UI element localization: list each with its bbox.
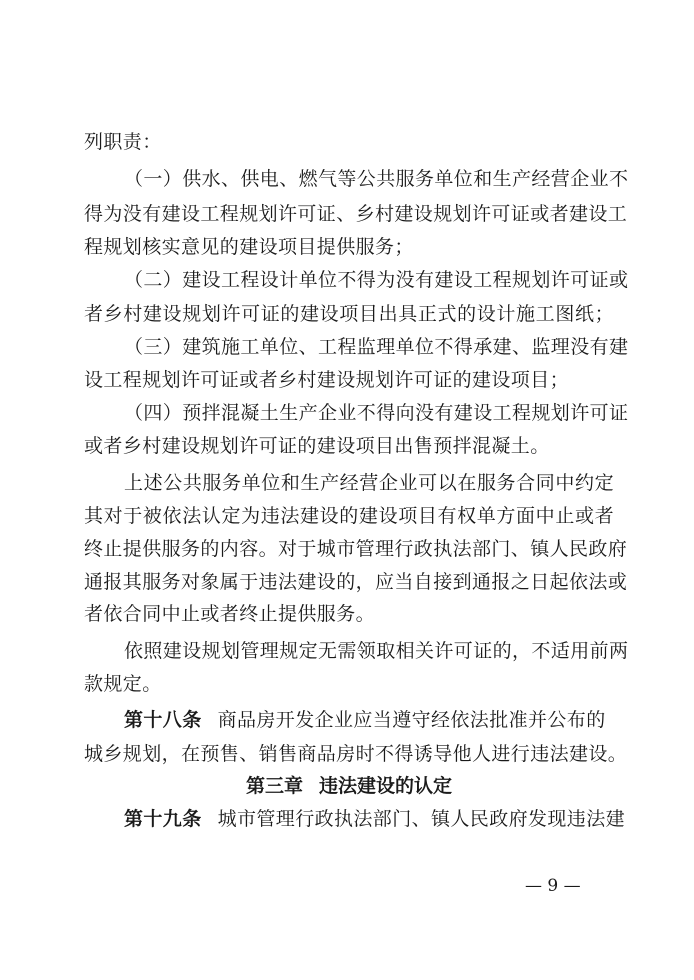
text-line: （四）预拌混凝土生产企业不得向没有建设工程规划许可证: [124, 402, 629, 424]
text-line: 商品房开发企业应当遵守经依法批准并公布的: [217, 709, 606, 731]
text-line: 其对于被依法认定为违法建设的建设项目有权单方面中止或者: [84, 505, 614, 527]
chapter-title: 违法建设的认定: [319, 775, 453, 797]
article-18-first-line: [124, 711, 614, 730]
text-line: 者依合同中止或者终止提供服务。: [84, 603, 376, 625]
article-18-label: 第十八条: [124, 709, 202, 731]
text-line: 者乡村建设规划许可证的建设项目出具正式的设计施工图纸；: [84, 303, 614, 325]
text-line: 终止提供服务的内容。对于城市管理行政执法部门、镇人民政府: [84, 538, 628, 560]
text-line: 通报其服务对象属于违法建设的，应当自接到通报之日起依法或: [84, 571, 628, 593]
article-19-label: 第十九条: [124, 808, 202, 830]
chapter-heading: [84, 777, 614, 796]
text-line: 城乡规划，在预售、销售商品房时不得诱导他人进行违法建设。: [84, 743, 628, 765]
text-line: （三）建筑施工单位、工程监理单位不得承建、监理没有建: [124, 336, 629, 358]
text-line: 列职责：: [84, 131, 162, 153]
article-19-first-line: [124, 808, 626, 830]
text-line: 城市管理行政执法部门、镇人民政府发现违法建: [217, 808, 626, 830]
page-number: — 9 —: [525, 876, 581, 896]
text-line: 上述公共服务单位和生产经营企业可以在服务合同中约定: [124, 472, 614, 494]
text-line: 得为没有建设工程规划许可证、乡村建设规划许可证或者建设工: [84, 203, 628, 225]
text-line: （二）建设工程设计单位不得为没有建设工程规划许可证或: [124, 269, 629, 291]
text-line: 依照建设规划管理规定无需领取相关许可证的，不适用前两: [124, 640, 629, 662]
text-line: （一）供水、供电、燃气等公共服务单位和生产经营企业不: [124, 168, 629, 190]
chapter-number: 第三章: [245, 775, 303, 797]
text-line: 程规划核实意见的建设项目提供服务；: [84, 236, 414, 258]
text-line: 或者乡村建设规划许可证的建设项目出售预拌混凝土。: [84, 435, 550, 457]
text-line: 设工程规划许可证或者乡村建设规划许可证的建设项目；: [84, 369, 570, 391]
text-line: 款规定。: [84, 673, 162, 695]
